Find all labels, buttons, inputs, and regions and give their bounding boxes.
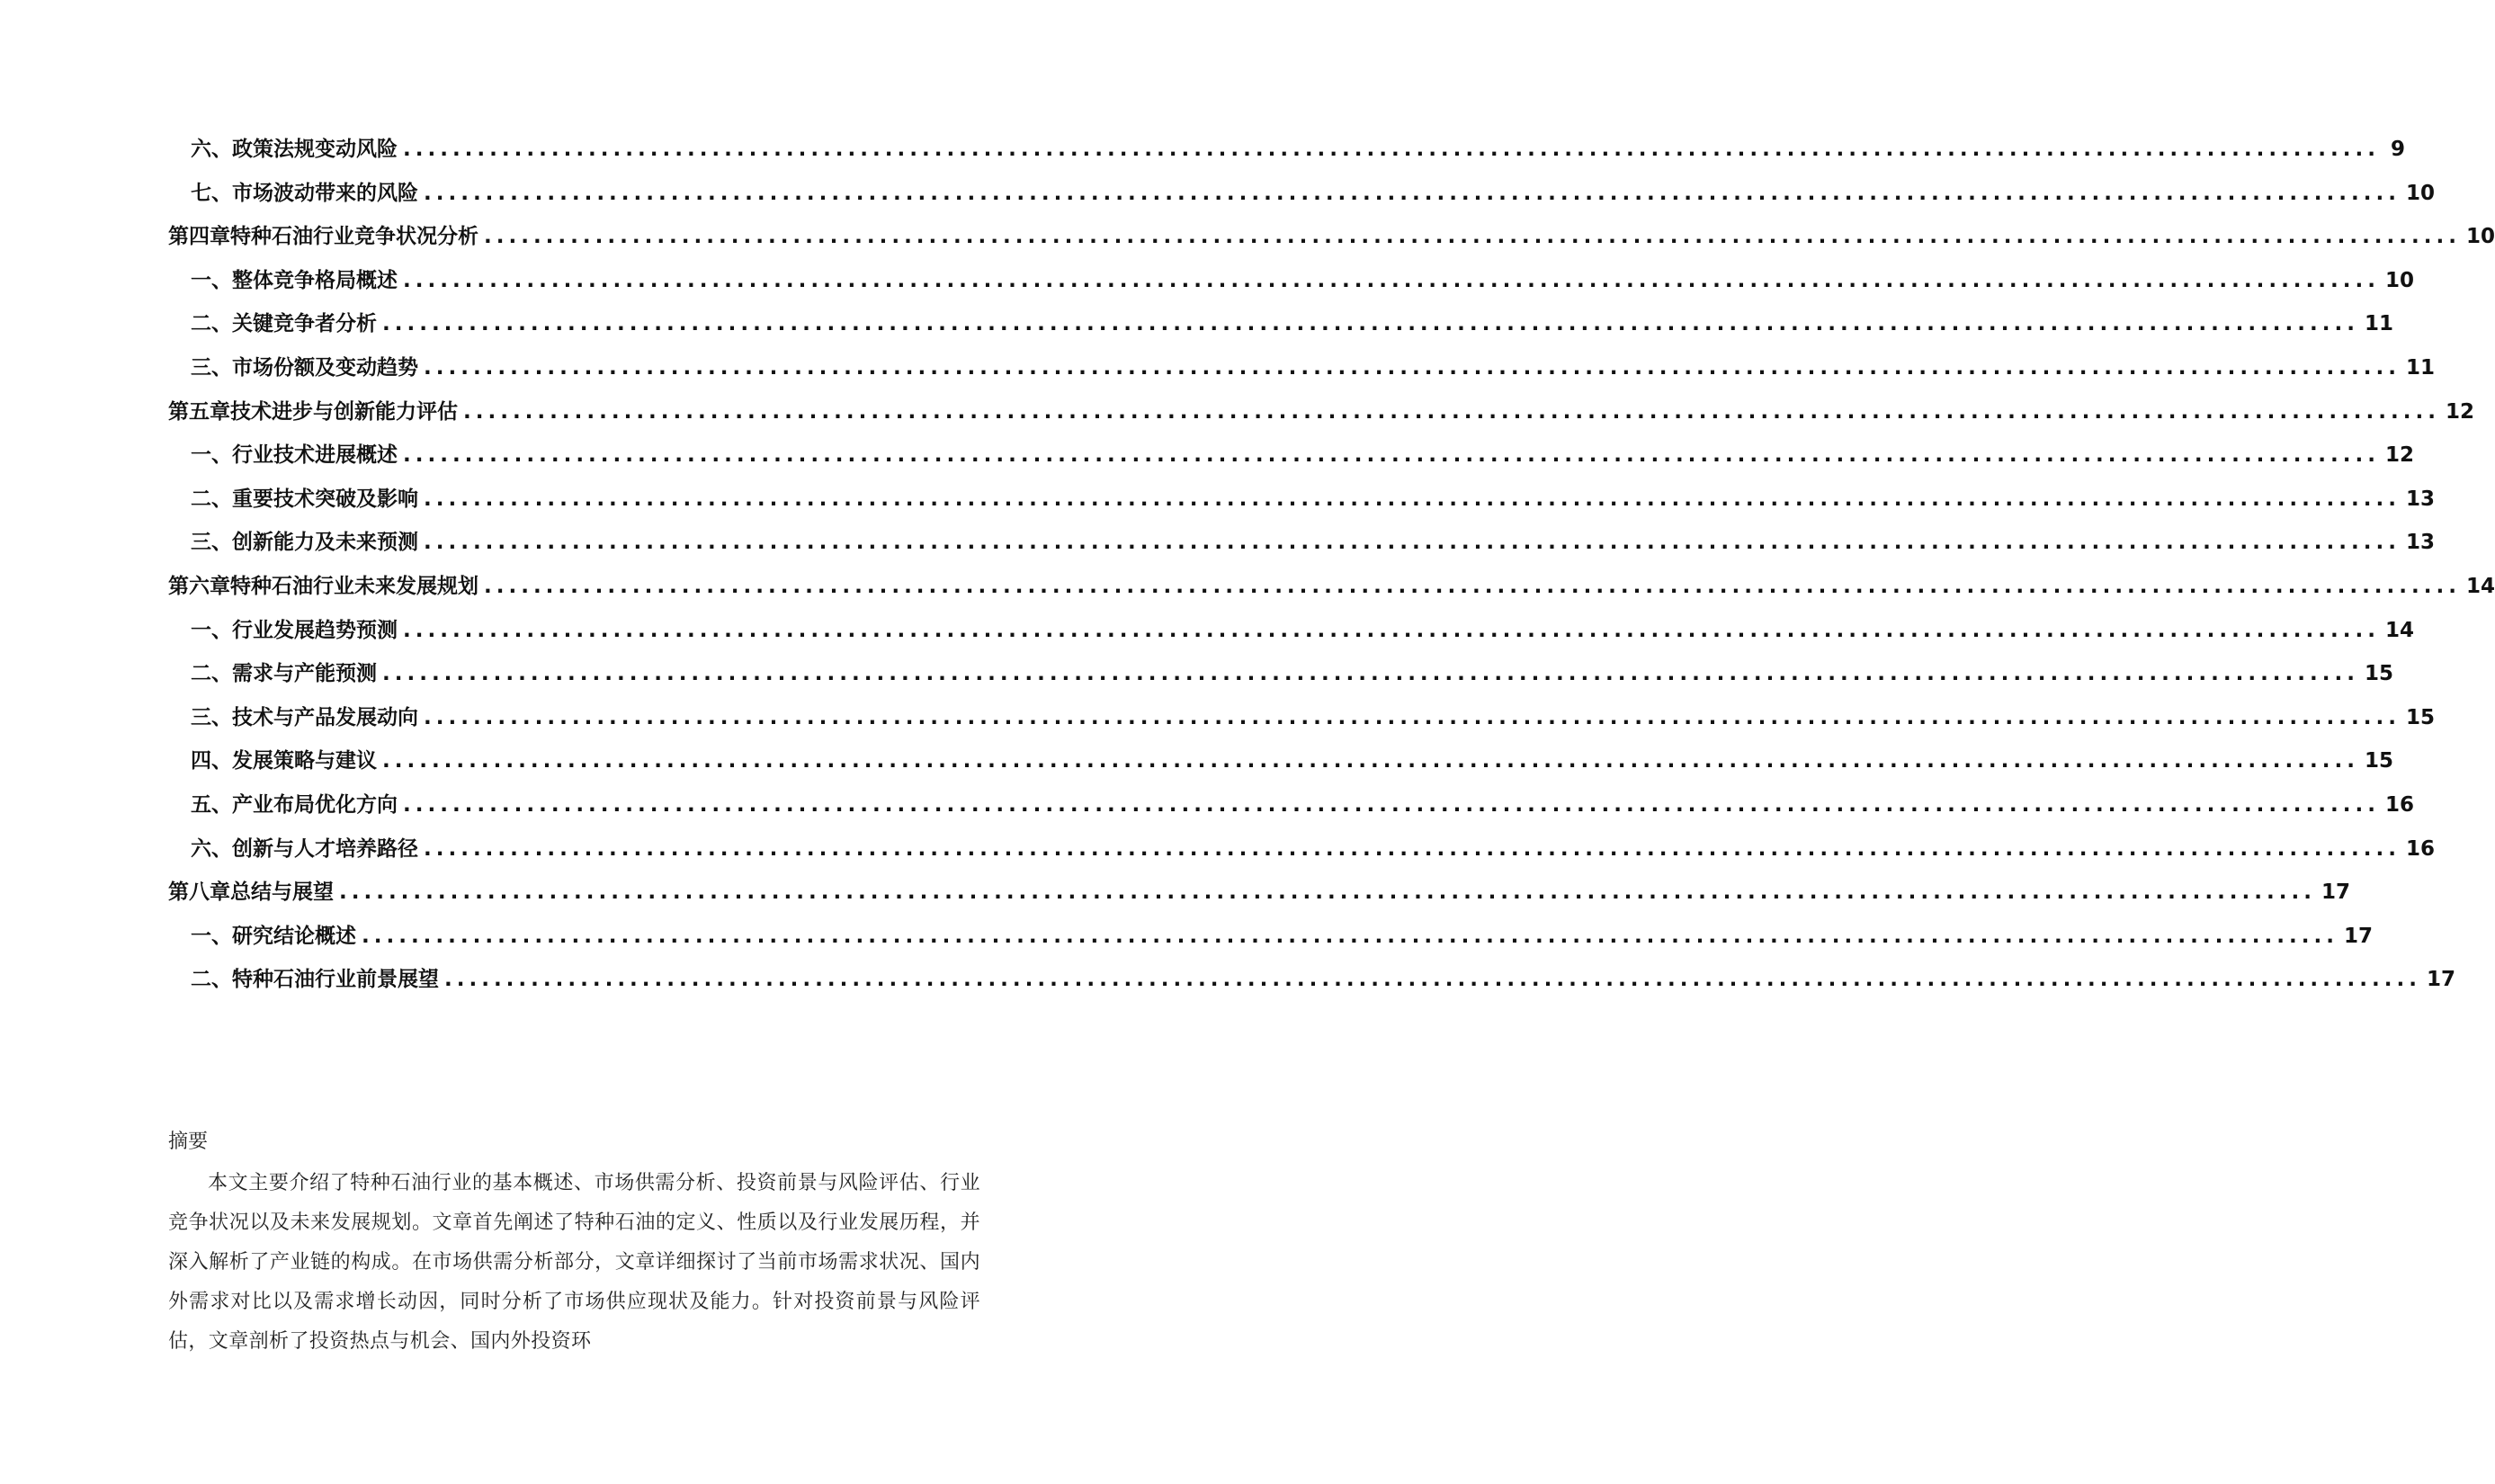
toc-leader-dots: ................................................................................................................................................................ xyxy=(339,881,2316,905)
toc-entry-page-number: 15 xyxy=(2405,705,2435,729)
toc-entry-number: 第四章 xyxy=(168,225,230,249)
toc-section-entry[interactable] xyxy=(168,652,2393,696)
toc-entry-title: 市场份额及变动趋势 xyxy=(232,355,418,380)
toc-entry-title: 技术与产品发展动向 xyxy=(232,705,418,729)
toc-entry-page-number: 15 xyxy=(2364,662,2393,686)
toc-entry-page-number: 14 xyxy=(2465,574,2495,598)
toc-entry-title: 特种石油行业竞争状况分析 xyxy=(230,225,478,249)
toc-section-entry[interactable] xyxy=(168,521,2435,565)
toc-entry-number: 二、 xyxy=(191,312,232,336)
toc-entry-title: 研究结论概述 xyxy=(232,924,356,948)
toc-section-entry[interactable] xyxy=(168,783,2414,827)
toc-entry-title: 总结与展望 xyxy=(230,881,334,905)
toc-entry-number: 第五章 xyxy=(168,399,230,424)
toc-entry-title: 行业发展趋势预测 xyxy=(232,618,398,642)
toc-entry-number: 一、 xyxy=(191,924,232,948)
toc-section-entry[interactable] xyxy=(168,915,2373,959)
toc-leader-dots: ................................................................................................................................................................ xyxy=(403,618,2380,642)
toc-entry-title: 政策法规变动风险 xyxy=(232,138,398,161)
toc-entry-page-number: 17 xyxy=(2343,924,2373,948)
toc-entry-title: 技术进步与创新能力评估 xyxy=(230,399,458,424)
toc-entry-page-number: 10 xyxy=(2465,225,2495,249)
toc-section-entry[interactable] xyxy=(168,302,2393,346)
toc-entry-number: 一、 xyxy=(191,443,232,468)
toc-section-entry[interactable] xyxy=(168,958,2455,1002)
abstract-body: 本文主要介绍了特种石油行业的基本概述、市场供需分析、投资前景与风险评估、行业竞争状况以及未来发展规划。文章首先阐述了特种石油的定义、性质以及行业发展历程，并深入解析了产业链的构成。在市场供需分析部分，文章详细探讨了当前市场需求状况、国内外需求对比以及需求增长动因，同时分析了市场供应现状及能力。针对投资前景与风险评估，文章剖析了投资热点与机会、国内外投资环 xyxy=(168,1172,980,1353)
toc-entry-page-number: 15 xyxy=(2364,749,2393,773)
toc-entry-page-number: 12 xyxy=(2445,399,2474,424)
toc-section-entry[interactable] xyxy=(168,609,2414,653)
toc-leader-dots: ................................................................................................................................................................ xyxy=(484,225,2461,249)
toc-entry-page-number: 11 xyxy=(2364,312,2393,336)
toc-section-entry[interactable] xyxy=(168,128,2405,172)
toc-entry-title: 特种石油行业未来发展规划 xyxy=(230,574,478,598)
toc-leader-dots: ................................................................................................................................................................ xyxy=(403,443,2380,468)
toc-leader-dots: ................................................................................................................................................................ xyxy=(424,355,2401,380)
toc-entry-number: 三、 xyxy=(191,531,232,555)
toc-entry-title: 特种石油行业前景展望 xyxy=(232,968,439,992)
toc-leader-dots: ................................................................................................................................................................ xyxy=(484,574,2461,598)
toc-leader-dots: ................................................................................................................................................................ xyxy=(382,312,2359,336)
toc-entry-title: 市场波动带来的风险 xyxy=(232,181,418,205)
toc-leader-dots: ................................................................................................................................................................ xyxy=(424,836,2401,861)
toc-leader-dots: ................................................................................................................................................................ xyxy=(382,749,2359,773)
toc-leader-dots: ................................................................................................................................................................ xyxy=(382,662,2359,686)
toc-entry-page-number: 9 xyxy=(2390,138,2405,161)
toc-leader-dots: ................................................................................................................................................................ xyxy=(403,792,2380,817)
toc-entry-page-number: 16 xyxy=(2405,836,2435,861)
toc-chapter-entry[interactable] xyxy=(168,390,2474,434)
toc-leader-dots: ................................................................................................................................................................ xyxy=(362,924,2339,948)
toc-section-entry[interactable] xyxy=(168,739,2393,783)
toc-entry-number: 六、 xyxy=(191,138,232,161)
toc-entry-number: 三、 xyxy=(191,705,232,729)
toc-entry-number: 二、 xyxy=(191,487,232,511)
toc-entry-title: 整体竞争格局概述 xyxy=(232,268,398,292)
toc-entry-page-number: 17 xyxy=(2321,881,2350,905)
toc-leader-dots: ................................................................................................................................................................ xyxy=(424,181,2401,205)
toc-leader-dots: ................................................................................................................................................................ xyxy=(424,705,2401,729)
toc-entry-number: 七、 xyxy=(191,181,232,205)
toc-entry-page-number: 13 xyxy=(2405,487,2435,511)
toc-section-entry[interactable] xyxy=(168,172,2435,216)
toc-leader-dots: ................................................................................................................................................................ xyxy=(424,531,2401,555)
toc-entry-number: 六、 xyxy=(191,836,232,861)
toc-section-entry[interactable] xyxy=(168,696,2435,740)
toc-leader-dots: ................................................................................................................................................................ xyxy=(424,487,2401,511)
toc-chapter-entry[interactable] xyxy=(168,565,2495,609)
toc-section-entry[interactable] xyxy=(168,434,2414,478)
toc-entry-number: 四、 xyxy=(191,749,232,773)
toc-entry-title: 产业布局优化方向 xyxy=(232,792,398,817)
toc-entry-number: 一、 xyxy=(191,268,232,292)
toc-entry-number: 第六章 xyxy=(168,574,230,598)
toc-entry-title: 创新能力及未来预测 xyxy=(232,531,418,555)
abstract-section xyxy=(168,1124,980,1362)
toc-section-entry[interactable] xyxy=(168,259,2414,303)
toc-entry-title: 重要技术突破及影响 xyxy=(232,487,418,511)
toc-entry-title: 发展策略与建议 xyxy=(232,749,377,773)
toc-section-entry[interactable] xyxy=(168,346,2435,390)
abstract-heading: 摘要 xyxy=(168,1131,209,1153)
toc-entry-page-number: 13 xyxy=(2405,531,2435,555)
toc-entry-number: 三、 xyxy=(191,355,232,380)
toc-chapter-entry[interactable] xyxy=(168,215,2495,259)
toc-entry-page-number: 17 xyxy=(2426,968,2455,992)
toc-leader-dots: ................................................................................................................................................................ xyxy=(444,968,2421,992)
toc-entry-page-number: 16 xyxy=(2384,792,2414,817)
toc-entry-title: 需求与产能预测 xyxy=(232,662,377,686)
toc-leader-dots: ................................................................................................................................................................ xyxy=(403,268,2380,292)
toc-entry-page-number: 11 xyxy=(2405,355,2435,380)
toc-entry-number: 五、 xyxy=(191,792,232,817)
toc-leader-dots: ................................................................................................................................................................ xyxy=(403,138,2380,161)
toc-entry-page-number: 12 xyxy=(2384,443,2414,468)
toc-entry-page-number: 14 xyxy=(2384,618,2414,642)
toc-entry-number: 一、 xyxy=(191,618,232,642)
toc-chapter-entry[interactable] xyxy=(168,871,2350,915)
toc-entry-page-number: 10 xyxy=(2384,268,2414,292)
toc-leader-dots: ................................................................................................................................................................ xyxy=(463,399,2440,424)
table-of-contents xyxy=(168,128,2495,1002)
toc-entry-number: 第八章 xyxy=(168,881,230,905)
toc-entry-title: 创新与人才培养路径 xyxy=(232,836,418,861)
toc-entry-number: 二、 xyxy=(191,968,232,992)
toc-entry-title: 关键竞争者分析 xyxy=(232,312,377,336)
toc-entry-number: 二、 xyxy=(191,662,232,686)
toc-section-entry[interactable] xyxy=(168,827,2435,872)
toc-entry-title: 行业技术进展概述 xyxy=(232,443,398,468)
toc-entry-page-number: 10 xyxy=(2405,181,2435,205)
toc-section-entry[interactable] xyxy=(168,478,2435,522)
